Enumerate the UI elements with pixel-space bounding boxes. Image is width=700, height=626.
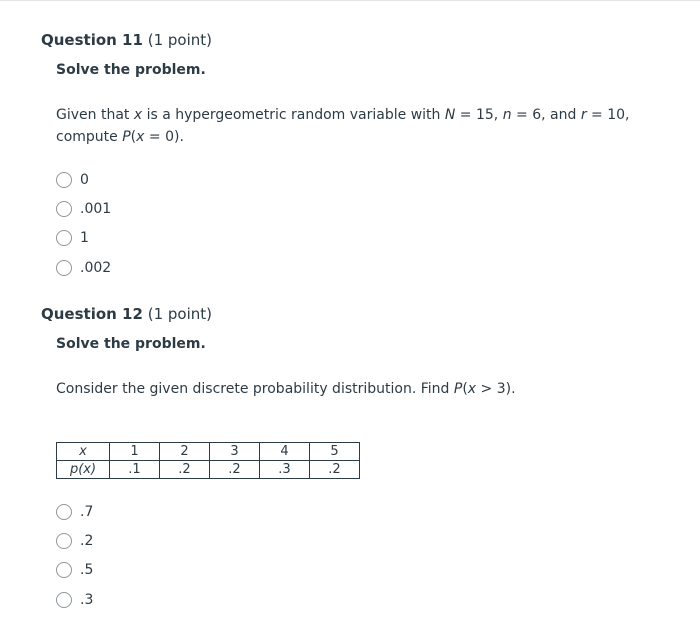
radio-button[interactable] — [56, 201, 72, 217]
q12-text-part: ( — [462, 381, 468, 397]
q11-option-1[interactable] — [56, 199, 111, 219]
question-11-points: (1 point) — [147, 31, 212, 49]
q11-var-x: x — [136, 129, 145, 145]
q11-var-r: r — [580, 107, 587, 123]
radio-button[interactable] — [56, 533, 72, 549]
radio-button[interactable] — [56, 230, 72, 246]
option-label: .3 — [80, 592, 94, 608]
option-label: 0 — [80, 172, 89, 188]
table-row-x — [57, 443, 360, 461]
q12-option-0[interactable] — [56, 502, 93, 522]
question-11-text-line-1 — [56, 104, 629, 126]
q11-option-2[interactable] — [56, 228, 89, 248]
table-cell: .3 — [260, 461, 310, 479]
table-cell: 3 — [210, 443, 260, 461]
option-label: .5 — [80, 562, 94, 578]
q12-option-1[interactable] — [56, 531, 93, 551]
table-cell: .2 — [310, 461, 360, 479]
q12-var-x: x — [467, 381, 477, 397]
q11-text-part: compute — [56, 129, 123, 145]
option-label: .2 — [80, 533, 94, 549]
radio-button[interactable] — [56, 592, 72, 608]
question-11-number: Question 11 — [41, 31, 143, 49]
table-cell: 2 — [160, 443, 210, 461]
question-11-text — [56, 104, 629, 148]
q11-text-part: = 0). — [144, 129, 184, 145]
probability-distribution-table — [56, 442, 360, 479]
option-label: .7 — [80, 504, 94, 520]
question-12-number: Question 12 — [41, 305, 143, 323]
q12-option-2[interactable] — [56, 560, 93, 580]
question-12-instruction: Solve the problem. — [56, 336, 206, 352]
q11-text-part: is a hypergeometric random variable with — [142, 107, 445, 123]
option-label: .002 — [80, 260, 112, 276]
radio-button[interactable] — [56, 172, 72, 188]
table-row-px — [57, 461, 360, 479]
option-label: 1 — [80, 230, 89, 246]
q11-option-3[interactable] — [56, 258, 111, 278]
q12-var-P: P — [453, 381, 463, 397]
q11-text-part: Given that — [56, 107, 134, 123]
question-12-points: (1 point) — [147, 305, 212, 323]
table-cell: 5 — [310, 443, 360, 461]
radio-button[interactable] — [56, 260, 72, 276]
question-11-text-line-2 — [56, 126, 629, 148]
question-12-title — [41, 305, 212, 323]
q11-text-part: = 15, — [455, 107, 503, 123]
table-header-px: p(x) — [57, 461, 110, 479]
radio-button[interactable] — [56, 504, 72, 520]
table-cell: .1 — [110, 461, 160, 479]
q11-text-part: = 6, and — [511, 107, 581, 123]
q12-option-3[interactable] — [56, 590, 93, 610]
q11-var-N: N — [444, 107, 456, 123]
q11-var-n: n — [502, 107, 512, 123]
q11-option-0[interactable] — [56, 170, 89, 190]
table-cell: .2 — [160, 461, 210, 479]
question-11-instruction: Solve the problem. — [56, 62, 206, 78]
q11-var-x: x — [133, 107, 143, 123]
top-divider — [0, 0, 700, 1]
question-12-text — [56, 378, 516, 400]
table-cell: 1 — [110, 443, 160, 461]
q12-text-part: Consider the given discrete probability distribution. Find — [56, 381, 454, 397]
q11-var-P: P — [122, 129, 131, 145]
table-header-x: x — [57, 443, 110, 461]
question-11-title — [41, 31, 212, 49]
q11-text-part: = 10, — [586, 107, 630, 123]
radio-button[interactable] — [56, 562, 72, 578]
table-cell: 4 — [260, 443, 310, 461]
option-label: .001 — [80, 201, 112, 217]
table-cell: .2 — [210, 461, 260, 479]
q11-text-part: ( — [130, 129, 137, 145]
q12-text-part: > 3). — [476, 381, 516, 397]
